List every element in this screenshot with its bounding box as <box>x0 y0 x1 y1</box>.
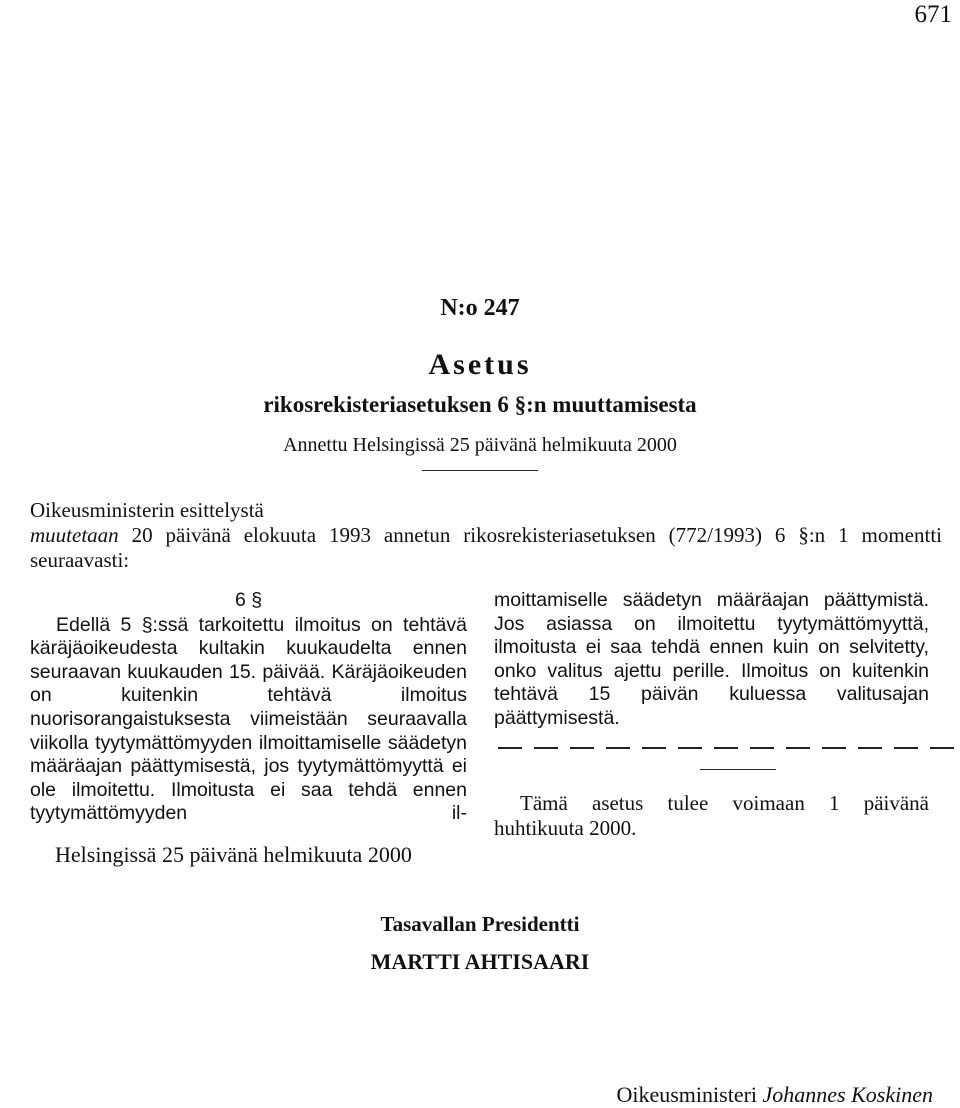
president-title: Tasavallan Presidentti <box>380 912 580 936</box>
minister-title: Oikeusministeri <box>616 1082 758 1107</box>
president-name: MARTTI AHTISAARI <box>370 949 590 974</box>
amend-text: 20 päivänä elokuuta 1993 annetun rikosrekisteriasetuksen (772/1993) 6 §:n 1 momentti seuraavasti: <box>30 523 942 572</box>
right-column <box>494 589 929 841</box>
signing-place-date: Helsingissä 25 päivänä helmikuuta 2000 <box>55 842 412 867</box>
amend-verb: muutetaan <box>30 523 119 547</box>
entry-into-force: Tämä asetus tulee voimaan 1 päivänä huhtikuuta 2000. <box>494 790 929 840</box>
section-divider <box>700 769 776 770</box>
document-number: N:o 247 <box>440 295 520 321</box>
document-title: rikosrekisteriasetuksen 6 §:n muuttamisesta <box>263 392 697 417</box>
minister-signature <box>616 1082 933 1108</box>
issued-date: Annettu Helsingissä 25 päivänä helmikuuta 2000 <box>283 434 677 456</box>
header-divider <box>422 470 538 471</box>
section-body-left: Edellä 5 §:ssä tarkoitettu ilmoitus on tehtävä käräjäoikeudesta kultakin kuukaudelta ennen seuraavan kuukauden 15. päivää. Käräjäoikeuden on kuitenkin tehtävä ilmoitus nuorisorangaistuksesta viimeistään seuraavalla viikolla tyytymättömyyden ilmoittamiselle säädetyn määräajan päättymisestä, jos tyytymättömyyttä ei ole ilmoitettu. Ilmoitusta ei saa tehdä ennen tyytymättömyyden il- <box>30 613 467 825</box>
amendment-clause <box>30 523 942 573</box>
document-type: Asetus <box>428 348 532 381</box>
omission-dashes <box>494 739 954 755</box>
left-column <box>30 589 467 826</box>
presenter-line: Oikeusministerin esittelystä <box>30 498 264 522</box>
minister-name: Johannes Koskinen <box>762 1082 933 1107</box>
page-number: 671 <box>914 1 952 28</box>
intro <box>30 498 942 573</box>
section-body-right: moittamiselle säädetyn määräajan päättymistä. Jos asiassa on ilmoitettu tyytymättömyyttä, ilmoitusta ei saa tehdä ennen kuin on selvitetty, onko valitus ajettu perille. Ilmoitus on kuitenkin tehtävä 15 päivän kuluessa valitusajan päättymisestä. <box>494 589 929 729</box>
section-number: 6 § <box>234 589 263 611</box>
